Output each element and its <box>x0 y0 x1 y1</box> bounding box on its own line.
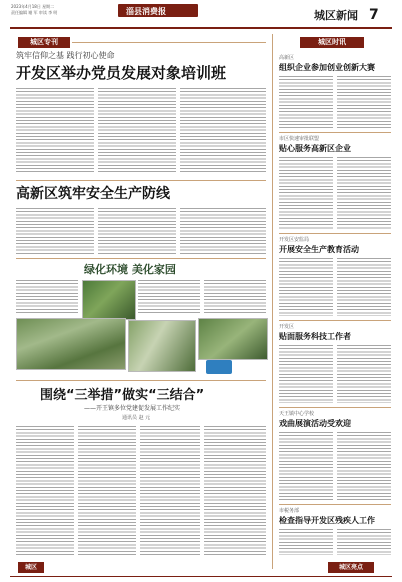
headline-1: 开发区举办党员发展对象培训班 <box>16 64 227 82</box>
column-divider <box>272 34 273 569</box>
item-5-body-b <box>337 432 391 500</box>
item-1-body-b <box>337 76 391 128</box>
right-rule-1 <box>279 132 391 133</box>
item-5-label: 天王镇中心学校 <box>279 411 315 417</box>
article-3-col-2 <box>138 280 200 314</box>
right-rule-4 <box>279 407 391 408</box>
article-1-col-2 <box>98 88 176 172</box>
item-6-body-b <box>337 529 391 555</box>
article-3-col-1 <box>16 280 78 314</box>
item-2-label: 市区快速审批联盟 <box>279 136 320 142</box>
footer-rule <box>10 576 392 577</box>
item-4-label: 开发区 <box>279 324 295 330</box>
photo-green-3 <box>128 320 196 372</box>
item-3-title: 开展安全生产教育活动 <box>279 245 359 254</box>
item-2-body-a <box>279 157 333 229</box>
masthead-title: 淄县消费报 <box>126 7 166 16</box>
right-rule-2 <box>279 233 391 234</box>
item-3-body-b <box>337 258 391 316</box>
page-number: 7 <box>369 7 379 23</box>
left-tag-rule <box>72 42 266 43</box>
rule-3 <box>16 380 266 381</box>
item-6-title: 检查指导开发区残疾人工作 <box>279 516 375 525</box>
header-editor: 责任编辑 谢 军 审读 李 明 <box>11 10 58 15</box>
item-4-body-a <box>279 345 333 403</box>
section-title: 城区新闻 <box>314 9 358 22</box>
rule-2 <box>16 258 266 259</box>
headline-3: 绿化环境 美化家园 <box>84 263 176 276</box>
article-1-col-3 <box>180 88 266 172</box>
masthead <box>118 4 198 17</box>
item-1-label: 高新区 <box>279 55 295 61</box>
item-4-body-b <box>337 345 391 403</box>
feature-title: 围绕“三举措”做实“三结合” <box>40 388 205 403</box>
article-2-col-2 <box>98 208 176 254</box>
header-date: 2023年4月18日 星期二 <box>11 4 55 9</box>
item-2-body-b <box>337 157 391 229</box>
article-2-col-1 <box>16 208 94 254</box>
photo-badge <box>206 360 232 374</box>
left-section-tag: 城区专刊 <box>18 37 70 48</box>
item-6-body-a <box>279 529 333 555</box>
item-4-title: 贴面服务科技工作者 <box>279 332 351 341</box>
kicker: 筑牢信仰之基 践行初心使命 <box>16 51 115 60</box>
item-2-title: 贴心服务高新区企业 <box>279 144 351 153</box>
right-rule-3 <box>279 320 391 321</box>
item-1-title: 组织企业参加创业创新大赛 <box>279 63 375 72</box>
footer-left-tag: 城区 <box>18 562 44 573</box>
headline-2: 高新区筑牢安全生产防线 <box>16 186 170 202</box>
rule-1 <box>16 180 266 181</box>
footer-right-tag: 城区亮点 <box>328 562 374 573</box>
article-3-col-3 <box>204 280 266 314</box>
photo-green-1 <box>82 280 136 320</box>
right-rule-5 <box>279 504 391 505</box>
item-5-body-a <box>279 432 333 500</box>
item-5-title: 戏曲展演活动受欢迎 <box>279 419 351 428</box>
feature-col-4 <box>204 426 266 556</box>
item-3-body-a <box>279 258 333 316</box>
article-2-col-3 <box>180 208 266 254</box>
item-1-body-a <box>279 76 333 128</box>
item-3-label: 开发区安监局 <box>279 237 310 243</box>
photo-green-2 <box>16 318 126 370</box>
right-section-tag: 城区时讯 <box>300 37 364 48</box>
photo-green-4 <box>198 318 268 360</box>
feature-col-2 <box>78 426 136 556</box>
feature-col-1 <box>16 426 74 556</box>
item-6-label: 市税务部 <box>279 508 300 514</box>
article-1-col-1 <box>16 88 94 172</box>
feature-byline: 通讯员 赵 元 <box>122 415 151 421</box>
feature-subtitle: ——开王镇多位党建促发展工作纪实 <box>84 405 181 412</box>
header-rule <box>10 27 392 29</box>
feature-col-3 <box>140 426 200 556</box>
